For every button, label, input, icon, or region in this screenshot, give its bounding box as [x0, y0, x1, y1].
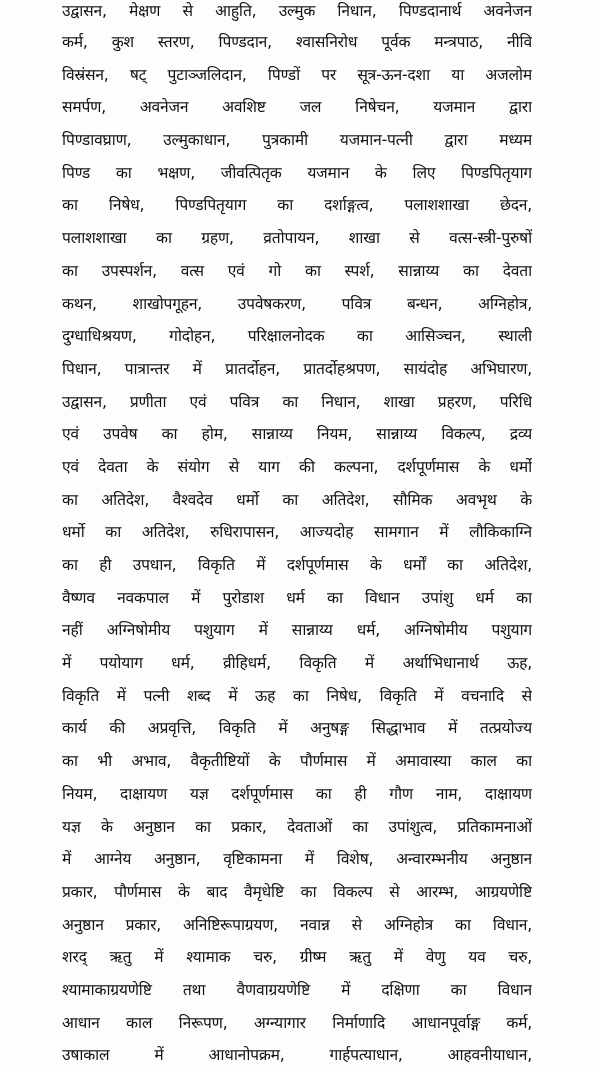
text-line: वैष्णव नवकपाल में पुरोडाश धर्म का विधान उपांशु धर्म का — [62, 588, 532, 607]
text-line: कार्य की अप्रवृत्ति, विकृति में अनुषङ्ग सिद्धाभाव में तत्प्रयोज्य — [62, 719, 532, 738]
text-line: धर्मो का अतिदेश, रुधिरापासन, आज्यदोह सामगान में लौकिकाग्नि — [62, 523, 532, 542]
text-line: पिण्डावघ्राण, उल्मुकाधान, पुत्रकामी यजमान-पत्नी द्वारा मध्यम — [62, 131, 532, 150]
text-line: उद्वासन, मेक्षण से आहुति, उल्मुक निधान, पिण्डदानार्थ अवनेजन — [62, 2, 532, 20]
text-line: में आग्नेय अनुष्ठान, वृष्टिकामना में विशेष, अन्वारम्भनीय अनुष्ठान — [62, 850, 532, 869]
text-line: उषाकाल में आधानोपक्रम, गार्हपत्याधान, आहवनीयाधान, — [62, 1046, 532, 1065]
body-text — [62, 0, 532, 1072]
text-line: एवं देवता के संयोग से याग की कल्पना, दर्शपूर्णमास के धर्मो — [62, 457, 532, 476]
text-line: दुग्धाधिश्रयण, गोदोहन, परिक्षालनोदक का आसिञ्चन, स्थाली — [62, 327, 532, 346]
text-line: एवं उपवेष का होम, सान्नाय्य नियम, सान्नाय्य विकल्प, द्रव्य — [62, 425, 532, 444]
text-line: नियम, दाक्षायण यज्ञ दर्शपूर्णमास का ही गौण नाम, दाक्षायण — [62, 784, 532, 803]
text-line: प्रकार, पौर्णमास के बाद वैमृधेष्टि का विकल्प से आरम्भ, आग्रयणेष्टि — [62, 882, 532, 901]
text-line: का उपस्पर्शन, वत्स एवं गो का स्पर्श, सान्नाय्य का देवता — [62, 261, 532, 280]
text-line: का निषेध, पिण्डपितृयाग का दर्शाङ्गत्व, पलाशशाखा छेदन, — [62, 196, 532, 215]
text-line: आधान काल निरूपण, अग्न्यागार निर्माणादि आधानपूर्वाङ्ग कर्म, — [62, 1013, 532, 1032]
text-line: में पयोयाग धर्म, व्रीहिधर्म, विकृति में अर्थाभिधानार्थ ऊह, — [62, 654, 532, 673]
text-line: श्यामाकाग्रयणेष्टि तथा वैणवाग्रयणेष्टि में दक्षिणा का विधान — [62, 980, 532, 999]
text-line: पिधान, पात्रान्तर में प्रातर्दोहन, प्रातर्दोहश्रपण, सायंदोह अभिघारण, — [62, 359, 532, 378]
text-line: विस्रंसन, षट् पुटाञ्जलिदान, पिण्डों पर सूत्र-ऊन-दशा या अजलोम — [62, 65, 532, 84]
text-line: उद्वासन, प्रणीता एवं पवित्र का निधान, शाखा प्रहरण, परिधि — [62, 392, 532, 411]
text-line: समर्पण, अवनेजन अवशिष्ट जल निषेचन, यजमान द्वारा — [62, 98, 532, 117]
text-line: अनुष्ठान प्रकार, अनिष्टिरूपाग्रयण, नवान्न से अग्निहोत्र का विधान, — [62, 915, 532, 934]
text-line: नहीं अग्निषोमीय पशुयाग में सान्नाय्य धर्म, अग्निषोमीय पशुयाग — [62, 621, 532, 640]
text-line: कथन, शाखोपगूहन, उपवेषकरण, पवित्र बन्धन, अग्निहोत्र, — [62, 294, 532, 313]
text-line: का भी अभाव, वैकृतीष्टियों के पौर्णमास में अमावास्या काल का — [62, 752, 532, 771]
text-line: यज्ञ के अनुष्ठान का प्रकार, देवताओं का उपांशुत्व, प्रतिकामनाओं — [62, 817, 532, 836]
text-line: पलाशशाखा का ग्रहण, व्रतोपायन, शाखा से वत्स-स्त्री-पुरुषों — [62, 229, 532, 248]
text-line: विकृति में पत्नी शब्द में ऊह का निषेध, विकृति में वचनादि से — [62, 686, 532, 705]
text-line: कर्म, कुश स्तरण, पिण्डदान, श्वासनिरोध पूर्वक मन्त्रपाठ, नीवि — [62, 33, 532, 51]
text-line: पिण्ड का भक्षण, जीवत्पितृक यजमान के लिए पिण्डपितृयाग — [62, 163, 532, 182]
text-line: शरद् ऋतु में श्यामाक चरु, ग्रीष्म ऋतु में वेणु यव चरु, — [62, 948, 532, 967]
text-line: का ही उपधान, विकृति में दर्शपूर्णमास के धर्मों का अतिदेश, — [62, 556, 532, 574]
text-line: का अतिदेश, वैश्वदेव धर्मो का अतिदेश, सौमिक अवभृथ के — [62, 490, 532, 509]
